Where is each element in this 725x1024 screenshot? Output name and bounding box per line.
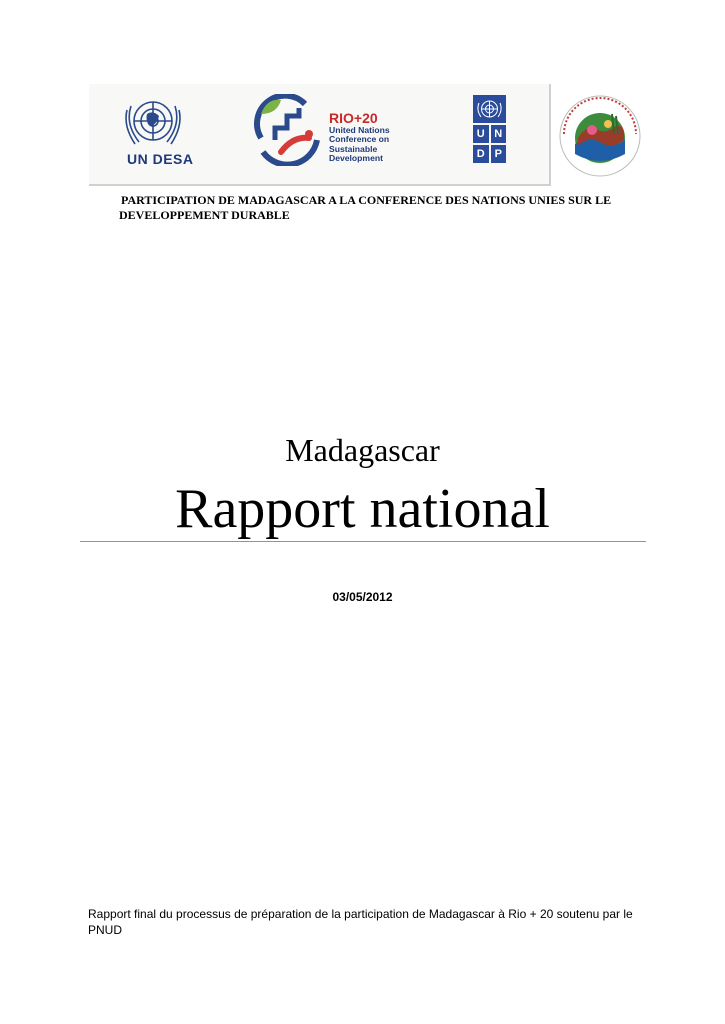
logo-banner xyxy=(89,84,551,186)
undp-letter: N xyxy=(491,125,507,143)
rio20-text xyxy=(329,111,390,164)
heading-line-1: PARTICIPATION DE MADAGASCAR A LA CONFERENCE DES NATIONS UNIES SUR LE xyxy=(121,193,612,207)
undp-letters xyxy=(473,125,506,163)
ministere-environnement-seal-icon xyxy=(556,94,644,178)
un-emblem-icon xyxy=(119,94,187,152)
undp-emblem-icon xyxy=(473,95,506,123)
heading-line-2: DEVELOPPEMENT DURABLE xyxy=(119,208,290,222)
country-name: Madagascar xyxy=(285,432,440,468)
rio20-line: Sustainable xyxy=(329,143,378,154)
rio20-line: Conference on xyxy=(329,134,390,145)
undp-letter: U xyxy=(473,125,489,143)
rio20-head: RIO+20 xyxy=(329,110,378,126)
document-heading xyxy=(119,193,639,223)
document-footer-note: Rapport final du processus de préparation de la participation de Madagascar à Rio + 20 soutenu par le PNUD xyxy=(88,907,633,937)
title-divider xyxy=(80,541,646,542)
undesa-label: UN DESA xyxy=(127,151,194,167)
rio20-line: United Nations xyxy=(329,125,390,135)
rio20-line: Development xyxy=(329,153,383,164)
rio20-logo-icon xyxy=(253,94,327,166)
undp-letter: D xyxy=(473,145,489,163)
document-title: Rapport national xyxy=(175,478,550,540)
document-date: 03/05/2012 xyxy=(332,590,393,604)
undp-letter: P xyxy=(491,145,507,163)
